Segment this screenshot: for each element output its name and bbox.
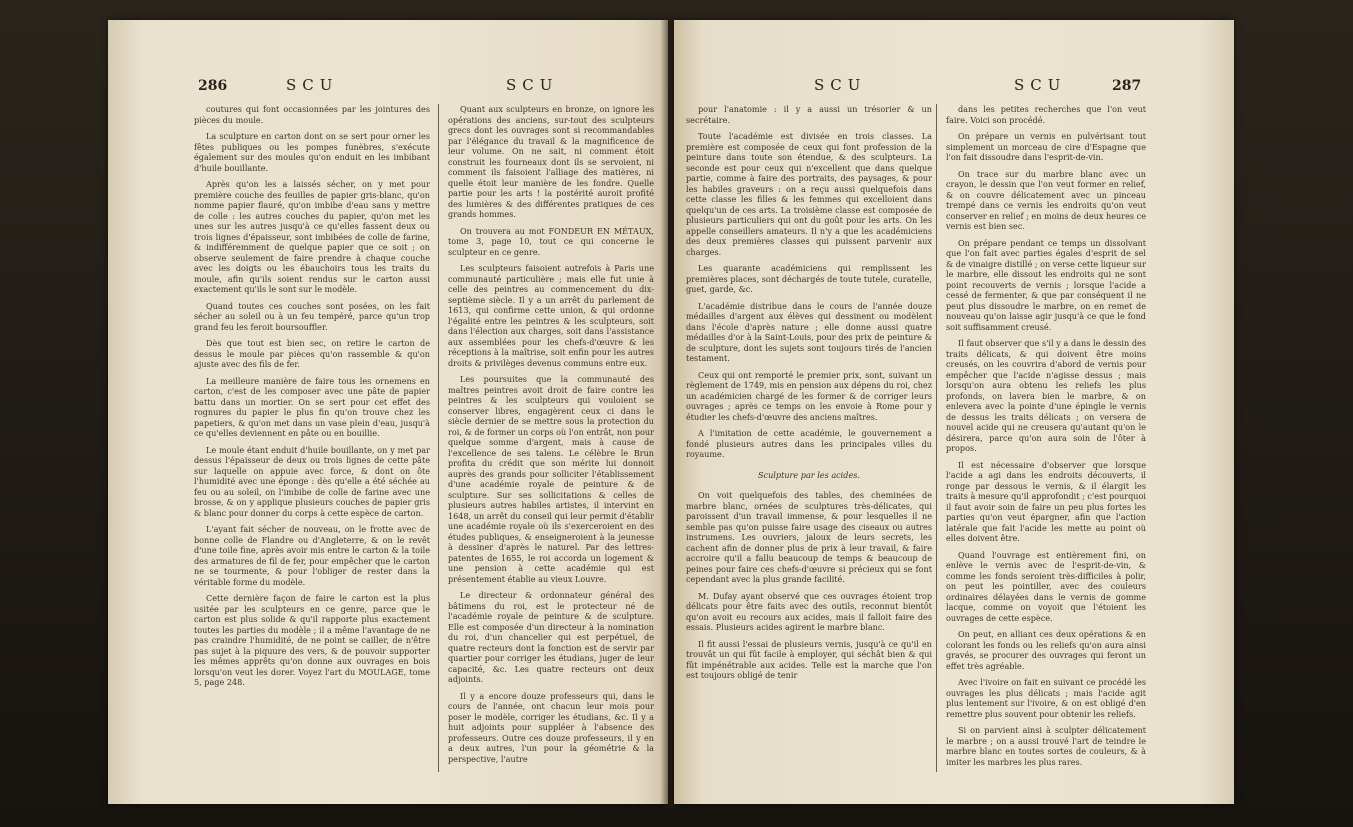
paragraph: On peut, en alliant ces deux opérations & en colorant les fonds ou les reliefs qu'on aura ainsi gravés, se procurer des ouvrages qui feront un effet très agréable. <box>946 629 1146 671</box>
paragraph: Cette dernière façon de faire le carton est la plus usitée par les sculpteurs en ce genre, parce que le carton est plus solide & qu'il rapporte plus exactement toutes les parties du modèle ; il a même l'avantage de ne pas craindre l'humidité, de ne point se cailler, de n'être pas sujet à la piquure des vers, & de pouvoir supporter les mêmes apprêts qu'on donne aux ouvrages en bois lorsqu'on veut les dorer. Voyez l'art du MOULAGE, tome 5, page 248. <box>194 593 430 687</box>
paragraph: Les poursuites que la communauté des maîtres peintres avoit droit de faire contre les peintres & les sculpteurs qui vouloient se conserver libres, engagèrent ceux ci dans le siècle dernier de se mettre sous la protection du roi, & de former un corps où l'on entrât, non pour quelque somme d'argent, mais à cause de l'excellence de ses talens. Le célèbre le Brun profita du crédit que son mérite lui donnoit auprès des grands pour solliciter l'établissement d'une académie royale de peinture & de sculpture. Sur ses sollicitations & celles de plusieurs autres habiles artistes, il intervint en 1648, un arrêt du conseil qui leur permit d'établir une académie royale où ils s'exerceroient en des études publiques, & enseigneroient à la jeunesse à dessiner d'après le naturel. Par des lettres-patentes de 1655, le roi accorda un logement & une pension à cette académie qui est présentement établie au vieux Louvre. <box>448 374 654 584</box>
paragraph: Sculpture par les acides. <box>758 469 860 480</box>
paragraph: Après qu'on les a laissés sécher, on y met pour première couche des feuilles de papier gris-blanc, qu'on nomme papier flauré, qu'on imbibe d'eau sans y mettre de colle : les autres couches du papier, qu'on met les unes sur les autres jusqu'à ce qu'elles fassent deux ou trois lignes d'épaisseur, sont imbibées de colle de farine, & indifféremment de quelque papier que ce soit ; on observe seulement de faire prendre à chaque couche avec les doigts ou les ébauchoirs tous les traits du moule, afin qu'ils soient rendus sur le carton aussi exactement qu'ils le sont sur le modèle. <box>194 179 430 294</box>
paragraph: A l'imitation de cette académie, le gouvernement a fondé plusieurs autres dans les principales villes du royaume. <box>686 428 932 459</box>
running-head-left-b: SCU <box>506 76 559 94</box>
paragraph: Il y a encore douze professeurs qui, dans le cours de l'année, ont chacun leur mois pour poser le modèle, corriger les étudians, &c. Il y a huit adjoints pour suppléer à l'absence des professeurs. Outre ces douze professeurs, il y en a deux autres, l'un pour la géométrie & la perspective, l'autre <box>448 690 654 764</box>
paragraph: La meilleure manière de faire tous les ornemens en carton, c'est de les composer avec une pâte de papier battu dans un mortier. On se sert pour cet effet des rognures du papier le plus fin qu'on trouve chez les papetiers, & qu'on met dans un vase plein d'eau, jusqu'à ce qu'elles deviennent en pâte ou en bouillie. <box>194 375 430 438</box>
paragraph: Quant aux sculpteurs en bronze, on ignore les opérations des anciens, sur-tout des sculpteurs grecs dont les ouvrages sont si recommandables par l'élégance du travail & la magnificence de leur volume. On ne sait, ni comment étoit construit les fourneaux dont ils se servoient, ni comment ils faisoient l'alliage des matières, ni quelle étoit leur manière de les fondre. Quelle partie pour les arts ! la postérité auroit profité des lumières & des différentes pratiques de ces grands hommes. <box>448 104 654 219</box>
paragraph: On prépare un vernis en pulvérisant tout simplement un morceau de cire d'Espagne que l'on fait dissoudre dans l'esprit-de-vin. <box>946 131 1146 162</box>
paragraph: Dès que tout est bien sec, on retire le carton de dessus le moule par pièces qu'on rassemble & qu'on ajuste avec des fils de fer. <box>194 338 430 369</box>
paragraph: Le directeur & ordonnateur général des bâtimens du roi, est le protecteur né de l'académie royale de peinture & de sculpture. Elle est composée d'un directeur à la nomination du roi, d'un chancelier qui est perpétuel, de quatre recteurs dont la fonction est de servir par quartier pour corriger les étudians, juger de leur capacité, &c. Les quatre recteurs ont deux adjoints. <box>448 590 654 684</box>
paragraph: On prépare pendant ce temps un dissolvant que l'on fait avec parties égales d'esprit de sel & de vinaigre distillé ; on verse cette liqueur sur le marbre, elle dissout les endroits qui ne sont point recouverts de vernis ; lorsque l'acide a cessé de fermenter, & que par conséquent il ne peut plus dissoudre le marbre, on en remet de nouveau qu'on laisse agir jusqu'à ce que le fond soit suffisamment creusé. <box>946 237 1146 332</box>
paragraph: Les sculpteurs faisoient autrefois à Paris une communauté particulière ; mais elle fut unie à celle des peintres au commencement du dix-septième siècle. Il y a un arrêt du parlement de 1613, qui confirme cette union, & qui ordonne l'égalité entre les peintres & les sculpteurs, soit dans l'élection aux charges, soit dans l'assistance aux assemblées pour les chefs-d'œuvre & les réceptions à la maîtrise, soit enfin pour les autres droits & privilèges devenus communs entre eux. <box>448 263 654 368</box>
paragraph: L'ayant fait sécher de nouveau, on le frotte avec de bonne colle de Flandre ou d'Angleterre, & on le revêt d'une toile fine, après avoir mis entre le carton & la toile des armatures de fil de fer, pour empêcher que le carton ne se tourmente, & pour l'obliger de rester dans la véritable forme du modèle. <box>194 524 430 587</box>
running-head-left-a: SCU <box>286 76 339 94</box>
column-rule-right <box>936 104 937 772</box>
paragraph: Il est nécessaire d'observer que lorsque l'acide a agi dans les endroits découverts, il ronge par dessous le vernis, & il élargit les traits à mesure qu'il approfondit ; c'est pourquoi il faut avoir soin de faire un peu plus fortes les parties qu'on veut épargner, afin que l'action latérale que fait l'acide les mette au point où elles doivent être. <box>946 459 1146 543</box>
paragraph: M. Dufay ayant observé que ces ouvrages étoient trop délicats pour être faits avec des outils, reconnut bientôt qu'on avoit eu recours aux acides, mais il falloit faire des essais. Plusieurs acides agirent le marbre blanc. <box>686 590 932 632</box>
column-rule-left <box>438 104 439 772</box>
left-page <box>108 20 668 804</box>
paragraph: Quand toutes ces couches sont posées, on les fait sécher au soleil ou à un feu tempéré, parce qu'un trop grand feu les feroit boursouffler. <box>194 300 430 332</box>
right-page <box>674 20 1234 804</box>
page-number-right: 287 <box>1112 78 1142 94</box>
running-head-right-a: SCU <box>814 76 867 94</box>
right-column-2 <box>946 104 1146 773</box>
paragraph: Quand l'ouvrage est entièrement fini, on enlève le vernis avec de l'esprit-de-vin, & comme les fonds seroient très-difficiles à polir, on peut les pointiller, avec des couleurs ordinaires délayées dans le vernis de gomme lacque, comme on voyoit que l'étoient les ouvrages de cette espèce. <box>946 549 1146 623</box>
running-head-right-b: SCU <box>1014 76 1067 94</box>
left-column-2 <box>448 104 654 770</box>
page-number-left: 286 <box>198 78 228 94</box>
left-column-1 <box>194 104 430 694</box>
paragraph: Toute l'académie est divisée en trois classes. La première est composée de ceux qui font profession de la peinture dans toute son étendue, & des sculpteurs. La seconde est pour ceux qui n'excellent que dans quelque partie, comme à faire des portraits, des paysages, & pour les habiles graveurs : on a reçu aussi quelquefois dans cette classe les filles & les femmes qui excelloient dans quelqu'un de ces arts. La troisième classe est composée de plusieurs particuliers qui ont du goût pour les arts. On les appelle conseillers amateurs. Il n'y a que les académiciens des deux premières classes qui puissent parvenir aux charges. <box>686 131 932 257</box>
paragraph: Il faut observer que s'il y a dans le dessin des traits délicats, & qui doivent être moins creusés, on les couvrira d'abord de vernis pour empêcher que l'acide n'agisse dessus ; mais lorsqu'on aura obtenu les reliefs les plus profonds, on lavera bien le marbre, & on enlevera avec la pointe d'une épingle le vernis de dessus les traits délicats ; on versera de nouvel acide qui ne creusera qu'autant qu'on le désirera, parce qu'on aura soin de l'ôter à propos. <box>946 338 1146 453</box>
paragraph: La sculpture en carton dont on se sert pour orner les fêtes publiques ou les pompes funèbres, s'exécute également sur des moules qu'on enduit en les imbibant d'huile bouillante. <box>194 131 430 173</box>
paragraph: dans les petites recherches que l'on veut faire. Voici son procédé. <box>946 104 1146 125</box>
paragraph: On trouvera au mot FONDEUR EN MÉTAUX, tome 3, page 10, tout ce qui concerne le sculpteur en ce genre. <box>448 225 654 257</box>
paragraph: coutures qui font occasionnées par les jointures des pièces du moule. <box>194 104 430 125</box>
paragraph: pour l'anatomie : il y a aussi un trésorier & un secrétaire. <box>686 104 932 125</box>
paragraph: Le moule étant enduit d'huile bouillante, on y met par dessus l'épaisseur de deux ou trois lignes de cette pâte sur laquelle on appuie avec force, & dont on ôte l'humidité avec une éponge : dès qu'elle a été séchée au feu ou au soleil, on l'imbibe de colle de farine avec une brosse, & on y applique plusieurs couches de papier gris & blanc pour donner du corps à cette espèce de carton. <box>194 444 430 518</box>
paragraph: Il fit aussi l'essai de plusieurs vernis, jusqu'à ce qu'il en trouvât un qui fût facile à employer, qui séchât bien & qui fût impénétrable aux acides. Telle est la marche que l'on est toujours obligé de tenir <box>686 638 932 680</box>
paragraph: Avec l'ivoire on fait en suivant ce procédé les ouvrages les plus délicats ; mais l'acide agit plus lentement sur l'ivoire, & on est obligé d'en remettre plus souvent pour obtenir les reliefs. <box>946 677 1146 719</box>
paragraph: L'académie distribue dans le cours de l'année douze médailles d'argent aux élèves qui dessinent ou modèlent dans l'école d'après nature ; elle donne aussi quatre médailles d'or à la Saint-Louis, pour des prix de peinture & de sculpture, dont les sujets sont toujours tirés de l'ancien testament. <box>686 300 932 363</box>
paragraph: Les quarante académiciens qui remplissent les premières places, sont déchargés de toute tutele, curatelle, guet, garde, &c. <box>686 263 932 294</box>
paragraph: On voit quelquefois des tables, des cheminées de marbre blanc, ornées de sculptures très-délicates, qui paroissent d'un travail immense, & pour lesquelles il ne semble pas qu'on puisse faire usage des ciseaux ou autres instrumens. Les ouvriers, jaloux de leurs secrets, les cachent afin de donner plus de prix à leur travail, & faire accroire qu'il a fallu beaucoup de temps & beaucoup de peines pour faire ces chefs-d'œuvre si précieux qui se font cependant avec la plus grande facilité. <box>686 490 932 584</box>
right-column-1 <box>686 104 932 687</box>
paragraph: Ceux qui ont remporté le premier prix, sont, suivant un règlement de 1749, mis en pension aux dépens du roi, chez un académicien chargé de les former & de corriger leurs ouvrages ; après ce temps on les envoie à Rome pour y étudier les chefs-d'œuvre des anciens maîtres. <box>686 369 932 422</box>
paragraph: Si on parvient ainsi à sculpter délicatement le marbre ; on a aussi trouvé l'art de teindre le marbre blanc en toutes sortes de couleurs, & à imiter les marbres les plus rares. <box>946 725 1146 767</box>
paragraph: On trace sur du marbre blanc avec un crayon, le dessin que l'on veut former en relief, & on couvre délicatement avec un pinceau trempé dans ce vernis les endroits qu'on veut conserver en relief ; en moins de deux heures ce vernis est bien sec. <box>946 168 1146 231</box>
